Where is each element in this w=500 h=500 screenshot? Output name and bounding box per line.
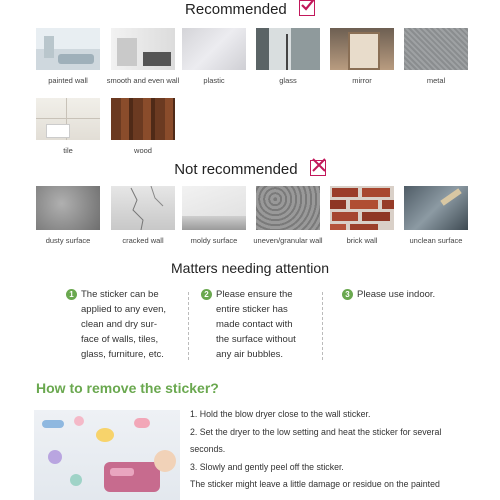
surface-label: moldy surface — [190, 236, 238, 245]
attention-point-3 — [342, 287, 462, 302]
point-text: Please use indoor. — [357, 289, 436, 300]
point-text: made contact with — [216, 319, 293, 330]
step-number-badge: 3 — [342, 289, 353, 300]
removal-photo — [34, 410, 180, 500]
removal-step: 1. Hold the blow dryer close to the wall sticker. — [190, 409, 371, 419]
surface-label: brick wall — [346, 236, 378, 245]
plastic-image — [182, 28, 246, 70]
surface-brick — [330, 186, 394, 245]
surface-label: metal — [426, 76, 446, 85]
surface-smooth-wall — [106, 28, 180, 85]
point-text: The sticker can be — [81, 289, 159, 300]
surface-label: uneven/granular wall — [253, 236, 323, 245]
surface-plastic — [182, 28, 246, 85]
point-text: any air bubbles. — [216, 349, 284, 360]
surface-cracked — [111, 186, 175, 245]
surface-label: painted wall — [48, 76, 88, 85]
surface-unclean — [404, 186, 468, 245]
surface-moldy — [182, 186, 246, 245]
removal-step: seconds. — [190, 444, 226, 454]
surface-label: mirror — [352, 76, 372, 85]
surface-label: wood — [134, 146, 152, 155]
surface-wood — [111, 98, 175, 155]
surface-glass — [256, 28, 320, 85]
dusty-surface-image — [36, 186, 100, 230]
removal-step: 3. Slowly and gently peel off the sticker. — [190, 461, 344, 472]
surface-label: unclean surface — [409, 236, 463, 245]
point-text: the surface without — [216, 334, 296, 345]
attention-heading: Matters needing attention — [171, 260, 329, 276]
surface-label: glass — [279, 76, 297, 85]
surface-tile — [36, 98, 100, 155]
removal-steps — [190, 406, 480, 494]
surface-uneven — [253, 186, 323, 245]
removal-step: The sticker might leave a little damage or residue on the painted — [190, 479, 440, 489]
attention-point-1 — [66, 287, 186, 362]
not-recommended-heading — [0, 160, 500, 178]
moldy-surface-image — [182, 186, 246, 230]
painted-wall-image — [36, 28, 100, 70]
point-text: Please ensure the — [216, 289, 293, 300]
surface-label: smooth and even wall — [106, 76, 180, 85]
divider — [322, 292, 323, 360]
point-text: entire sticker has — [216, 304, 288, 315]
removal-step: 2. Set the dryer to the low setting and heat the sticker for several — [190, 426, 442, 437]
glass-image — [256, 28, 320, 70]
point-text: applied to any even, — [81, 304, 167, 315]
step-number-badge: 2 — [201, 289, 212, 300]
metal-image — [404, 28, 468, 70]
removal-heading: How to remove the sticker? — [36, 380, 219, 396]
attention-point-2 — [201, 287, 321, 362]
wood-image — [111, 98, 175, 140]
divider — [188, 292, 189, 360]
surface-painted-wall — [36, 28, 100, 85]
brick-wall-image — [330, 186, 394, 230]
uneven-wall-image — [256, 186, 320, 230]
point-text: clean and dry sur- — [81, 319, 158, 330]
surface-mirror — [330, 28, 394, 85]
tile-image — [36, 98, 100, 140]
unclean-surface-image — [404, 186, 468, 230]
surface-label: cracked wall — [122, 236, 164, 245]
cross-mark-icon — [310, 160, 326, 176]
mirror-image — [330, 28, 394, 70]
cracked-wall-image — [111, 186, 175, 230]
point-text: face of walls, tiles, — [81, 334, 159, 345]
surface-label: plastic — [203, 76, 225, 85]
smooth-wall-image — [111, 28, 175, 70]
surface-dusty — [36, 186, 100, 245]
point-text: glass, furniture, etc. — [81, 349, 164, 360]
step-number-badge: 1 — [66, 289, 77, 300]
not-recommended-title: Not recommended — [174, 161, 298, 178]
recommended-heading — [0, 0, 500, 18]
surface-label: tile — [63, 146, 73, 155]
check-mark-icon — [299, 0, 315, 16]
surface-label: dusty surface — [45, 236, 91, 245]
recommended-title: Recommended — [185, 1, 287, 18]
surface-metal — [404, 28, 468, 85]
